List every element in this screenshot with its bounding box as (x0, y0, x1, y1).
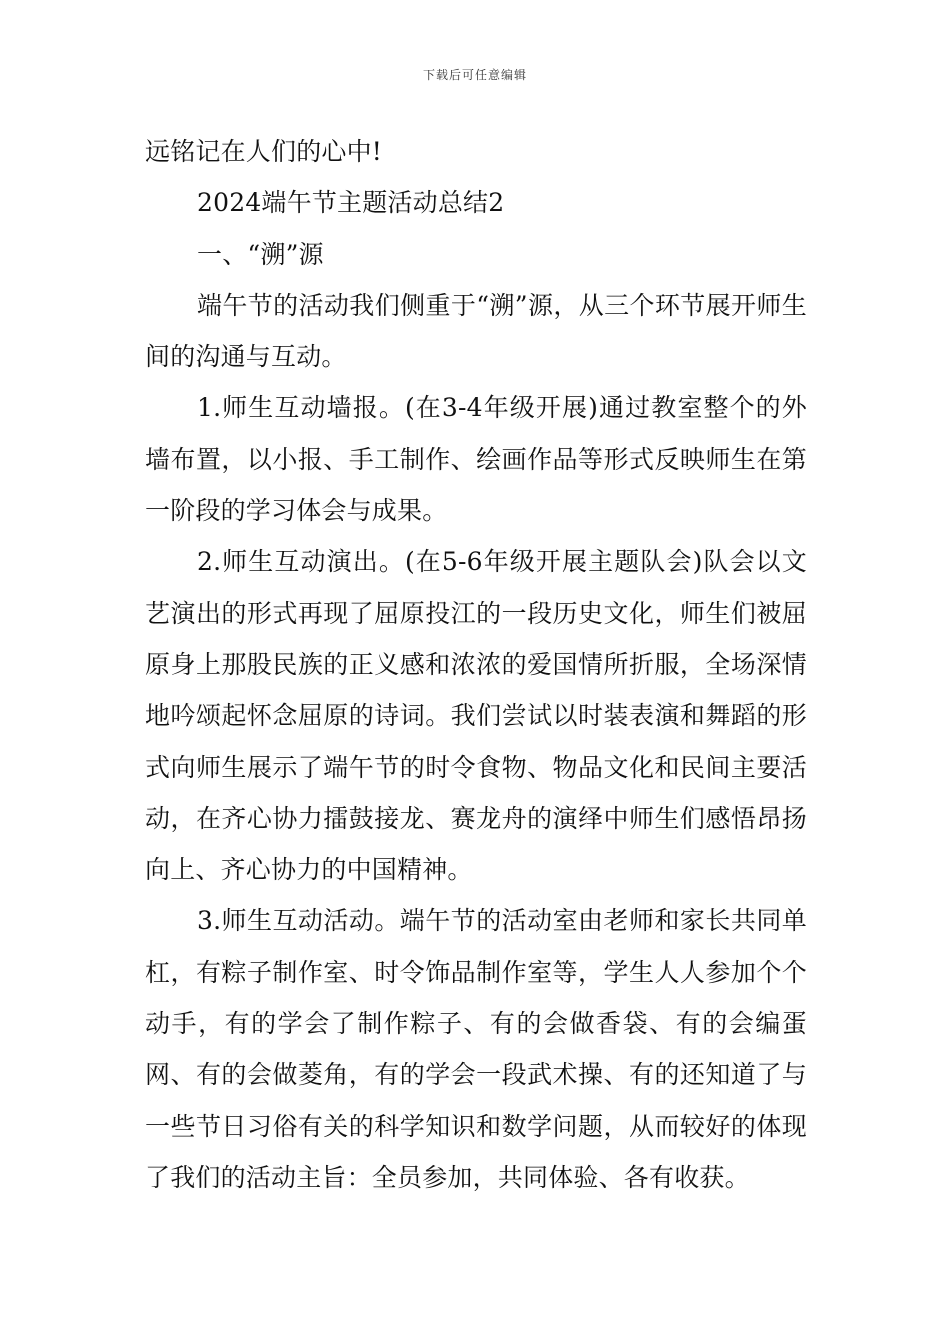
section-heading: 一、“溯”源 (197, 239, 324, 269)
document-body (145, 126, 807, 1203)
continuation-line: 远铭记在人们的心中! (145, 137, 383, 166)
paragraph-intro: 端午节的活动我们侧重于“溯”源，从三个环节展开师生间的沟通与互动。 (145, 290, 807, 372)
paragraph-item-3: 3.师生互动活动。端午节的活动室由老师和家长共同单杠，有粽子制作室、时令饰品制作室等，学生人人参加个个动手，有的学会了制作粽子、有的会做香袋、有的会编蛋网、有的会做菱角，有的学会一段武术操、有的还知道了与一些节日习俗有关的科学知识和数学问题，从而较好的体现了我们的活动主旨：全员参加，共同体验、各有收获。 (145, 906, 807, 1192)
document-title: 2024端午节主题活动总结2 (197, 188, 505, 218)
page-header-note: 下载后可任意编辑 (422, 68, 527, 82)
paragraph-item-2: 2.师生互动演出。(在5-6年级开展主题队会)队会以文艺演出的形式再现了屈原投江的一段历史文化，师生们被屈原身上那股民族的正义感和浓浓的爱国情所折服，全场深情地吟颂起怀念屈原的诗词。我们尝试以时装表演和舞蹈的形式向师生展示了端午节的时令食物、物品文化和民间主要活动，在齐心协力擂鼓接龙、赛龙舟的演绎中师生们感悟昂扬向上、齐心协力的中国精神。 (145, 547, 807, 885)
paragraph-item-1: 1.师生互动墙报。(在3-4年级开展)通过教室整个的外墙布置，以小报、手工制作、绘画作品等形式反映师生在第一阶段的学习体会与成果。 (145, 393, 807, 526)
